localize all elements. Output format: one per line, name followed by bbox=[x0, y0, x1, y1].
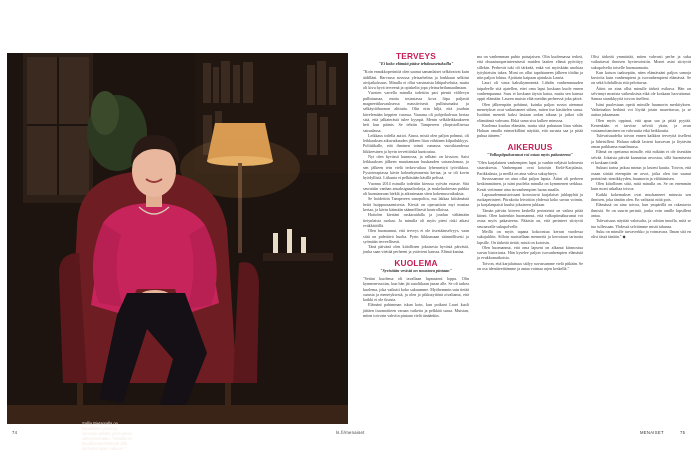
text-column-1 bbox=[363, 51, 469, 319]
paragraph: Toivon, että karjalaisuus säilyy suvussamme vielä pitkään. Se on osa identiteettiämme ja antaa voimaa arjen keskellä." bbox=[477, 260, 584, 271]
paragraph: Elämä on opettanut minulle, että mikään ei ole itsestään selvää. Jokaista päivää kannattaa arvostaa, sillä huomisesta ei koskaan tiedä. bbox=[591, 149, 691, 165]
paragraph: Se hoidettiin Tampereen sanopoliin, ma lakkaa kiittämästä hetiä huippuosaamisesta. Kiesiä on operaatioin myt mustaa kertaa, ja kävin käimään säännöllisesti kontrolloissa. bbox=[363, 196, 469, 213]
paragraph: Kaikki kokemukset ovat muokanneet minusta sen ihmisen, joka tänään olen. En vaihtaisi niitä pois. bbox=[591, 191, 691, 203]
paragraph: Tulevaisuus näyttää valoisalta, ja odotan innolla, mitä se tuo tullessaan. Yhdessä selviämme mistä tahansa. bbox=[591, 218, 691, 229]
paragraph: Olisi tärkeää ymmärtää, miten vahvasti perhe ja suku vaikuttavat ihmisen hyvinvointiin. Monet asiat siirtyvät sukupolvelta toiselle huomaamatta. bbox=[591, 54, 691, 70]
paragraph: Kuolema kuuluu elämään, mutta siitä puhutaan liian vähän. Haluan omalla esimerkilläni näyttää, että surusta saa ja pitää puhua ääneen." bbox=[477, 122, 583, 139]
paragraph: Tämän päivän kiireen keskellä perinteistä on vaikea pitää kiinni. Olen kuitenkin huomannut, että valkopiimäkurunut voi ostaa myös pakasteena. Pääasia on, että perinteet siirtyvät seuraavalle sukupolvelle. bbox=[477, 207, 583, 229]
paragraph: Elämäni pahimman iskun koin, kun poikani Lauri kuoli jättäen tiuomoitteen varaan vaikeita ja pelkkää surua. Muistan, miten toivorin vahviin pintaan vielä tänäänkin. bbox=[363, 302, 469, 319]
section-heading-kuolema: KUOLEMA bbox=[394, 257, 438, 268]
body-aikeruus bbox=[477, 160, 583, 271]
side-table bbox=[263, 253, 333, 261]
body-kuolema bbox=[363, 276, 469, 318]
body-kuolema-continued bbox=[477, 54, 583, 139]
portrait-illustration bbox=[7, 53, 348, 424]
paragraph: ma on vanhemman puhto paisajaisen. Olin kuolemassa terkeä, että ohuustumperinteenisesti muiden laatien elämä pyörittyy sillekin. Perhevät tuki oli tärkeää, enkä voi myöskään unohtaa työyhteisön tukea. Moni on ollut tapahtuneen jälkeen töidän ja niin paljon lohtua. Ajoittain kaipaan ajatuksia Lauria. bbox=[477, 54, 583, 81]
paragraph: Olen kiitollinen siitä, mitä minulla on. Se on enemmän kuin moni uskaltaa toivoa. bbox=[591, 181, 691, 192]
paragraph: Vuonna 2014 minulla todettiin kierusa syövän esiaste. Sitä seurattiin vanhan ansaksignaaliorkoja, ja mukeluokiesan puhkia oli kunnianraan hieklä ja aikeaimaan siten kokemusvaikuksia. bbox=[363, 180, 469, 197]
page-number-right: 75 bbox=[680, 430, 686, 435]
text-column-2 bbox=[477, 54, 583, 271]
paragraph: Äitini on aina ollut minulle tärkeä esikuva. Hän on selvinnyt monista vaikeuksista eikä ole koskaan luovuttanut. Samaa sinnikkyyttä toivon itselleni. bbox=[591, 85, 691, 102]
paragraph: Suvussamme on aina ollut paljon lapsia. Äitini oli perheen keskimmäinen, ja isäni puolelta minulla on kymmenen serkkua. Kesät vietimme aina isovanhempien luona maalla. bbox=[477, 175, 583, 192]
paragraph: Leikkaus todella auttoi. Ainoa, mistä olen paljon pohmut, oli leikkauksen aikuvatkauden jälkeen liian vähäinen kilpailukkyys. Poliitiikalle, että ihminen toimii rumassa vuosikiaudessa liikkeesinen ja hyvin tervettiöskä kuntoutuu. bbox=[363, 132, 469, 154]
body-terveys bbox=[363, 69, 469, 254]
paragraph: "Olen karjalainen vanhempien lapsi ja vanhin neljästä kolmesta sisaruksesta. Vanhempani ovat kotoisin Etelä-Karjalasta, Parikkalasta, ja meillä on aina vahva sukuyhteys. bbox=[477, 160, 583, 176]
paragraph: Olen jälkeenpäin pohtinut, kuinka paljon suvun aiemmat menetykset ovat vaikuttaneet siihen, miten itse käsittelen surua. Isoäitini menetti kaksi lastaan sodan aikana ja jatkoi silti elämäänsä vahvana. Ehkä sama sisu kulkee minussa. bbox=[477, 101, 583, 123]
section-subheading-aikeruus: "Valkopiipukurunut voi ostaa myös pakasteena" bbox=[486, 152, 574, 158]
paragraph: Kun katson taaksepäin, näen elämässäni paljon samoja kuvioita kuin vanhempieni ja isovanhempieni elämässä. Se on sekä lohdullista että pelottavaa. bbox=[591, 69, 691, 86]
text-column-3 bbox=[591, 54, 691, 239]
footer-brand: MENAISET bbox=[640, 430, 664, 435]
paragraph: Tulevaisuudelta toivon ennen kaikkea terveyttä itselleni ja läheisilleni. Haluan nähdä lasteni kasvavan ja löytävän oman paikkansa maailmassa. bbox=[591, 133, 691, 150]
section-heading-aikeruus: AIKERUUS bbox=[507, 141, 553, 152]
photo-caption: Sallia Pietarsalla on karjalainen juuret ja varmasti pelattu juhla-aikaa sukunimestään. "Minulla on tavallisempi lähtevät sillä varhaisempien sukuun." bbox=[82, 421, 132, 451]
body-continued bbox=[591, 54, 691, 239]
paragraph: Isäni puolestaan opetti minulle huumorin merkityksen. Vaikeinakin hetkinä voi löytää jotain naurettavaa, ja se auttaa jaksamaan. bbox=[591, 101, 691, 118]
paragraph: Nyt olen hyvässä kunnossa, ja selkäni on kivuton. Saisi leikkauksen jälkeen muuttamaan huukauden sairauslomaa, ja sen jälkeen tein vielä terkeo-aikaa lyhennettyä työviikkoa. Fysioterapiassa kävin kolmekymmenta kertaa, ja se oli kovin hyödyllistä. Liikunta ei pelkästään käsillä pelissä. bbox=[363, 154, 469, 181]
page-number-left: 74 bbox=[12, 430, 18, 435]
paragraph: "Setäni kuolema oli tavallaan lapsuuteni loppu. Olin kymmenvuotias, kun hän jäi autoliikaan junan alle. Se oli tarkea kuolema, joka vaikutti koko sukuumme. Myöhemmin sain tietää surusta ja menetyksestä, ja olen jo pikkutyttönä oivaltanut, että kaikki ei ole ikuista. bbox=[363, 275, 469, 303]
paragraph: Olen huomannut, että terveys ei ole itsestäänselvyys, vaan siitä on pidettävä huolta. Pyrin liikkumaan säännöllisesti ja syömään terveellisesti. bbox=[363, 228, 469, 244]
paragraph: "Koin ennakkoperintöä olen saanut samanlaiset selkävaivat kuin äidilläni. Harvassa suvussa yleisarhelina ja lonkkaan selkiini aivijaikoksuus. Minulla ei ollut varsinaista lähipalveluita, mutta oli kivu hyvä terveenä ja opiskelin jopa yleisurheilumaailmaan. bbox=[363, 69, 469, 91]
paragraph: Olen huomannut, että oma lapseni on alkanut kiinnostua suvun historiasta. Hän kyselee paljon isovanhempien elämästä ja evakkomatkoista. bbox=[477, 244, 583, 261]
footer-site: ls.fi/menaiset bbox=[336, 430, 365, 435]
paragraph: Tänä päivänä olen kiitollinen jokaisesta hyvästä päivästä, jonka saan viettää perheeni ja ystävieni kanssa. Elämä kantaa. bbox=[363, 244, 469, 255]
section-heading-terveys: TERVEYS bbox=[396, 51, 436, 61]
paragraph: Olen myös oppinut, että apua saa ja pitää pyytää. Kenenkään ei tarvitse selvitä yksin, ja avun vastaanottaminen on vahvuutta eikä heikkoutta. bbox=[591, 117, 691, 134]
paragraph: Lapsuudenmuistoissani korostuvat karjalaiset juhlapyhät ja ruokaperinteet. Piirakoita leivottiin yhdessä koko suvun voimin, ja karjalanpaisti kuului jokaiseen juhlaan. bbox=[477, 191, 583, 208]
paragraph: Meillä on myös tapana kokoontua kerran vuodessa sukujuhliin. Silloin muistellaan menneitä ja kerrotaan tarinoita lapsille. On tärkeää tietää, mistä on kotoisin. bbox=[477, 228, 583, 245]
paragraph: Lauri oli vasta kaksikymmentä. Lähdin vanhemmuuden taipaleelle sitä ajatellen, ettei oma lapsi koskaan kuole ennen vanhempaansa. Suru ei koskaan täysin katoa, mutta sen kanssa oppii elämään. Lauren muisto elää meidän perheessä joka päivä. bbox=[477, 80, 583, 102]
paragraph: Suku on minulle turvaverkko ja voimavara. Ilman sitä en olisi tässä tänään." ◆ bbox=[591, 228, 691, 240]
paragraph: Vuosien varrella minulla todettiin pari pientä välilevyn pullistumaa, mutta tosiasiassa kova liipa paljastti magneettikuvauksessa massiivisesti pullistumaksi ja selkäytiöhuonon alttiutta. Olin niin hiljä, että jouduin kävelemään keppien varassa. Vaarana oli pohjeihalvaus kertaa sisä, että jalkaterästä tulee kyynpä. Menin selkäleikkaukseen heti kun päänis. Se tehtiin Tampereen yliopistollisessa sairaalassa. bbox=[363, 90, 469, 133]
paragraph: Elämässä on aina toivoa, kun ympärillä on rakastavia ihmisiä. Se on suurin perintö, jonka voin omille lapsilleni antaa. bbox=[591, 202, 691, 218]
paragraph: Hoitolen kiertäni ruskaraidalla ja joudun vältämään tietynlaista ruokaa. Ja minulla oli myös pieni riski aikasi eväkkätöillä. bbox=[363, 212, 469, 228]
section-subheading-kuolema: "Syvistään vesistä on noustava pintaan" bbox=[380, 267, 452, 273]
section-subheading-terveys: "Ei koko elämää pääse tehdasasetuksilla" bbox=[378, 61, 454, 67]
paragraph: Sukuni tarina jatkuu minun ja lasteni kautta. Toivon, että osaan siirtää eteenpäin ne arvot, jotka olen itse saanut perintönä: sinnikkyyden, huumorin ja välittämisen. bbox=[591, 165, 691, 181]
